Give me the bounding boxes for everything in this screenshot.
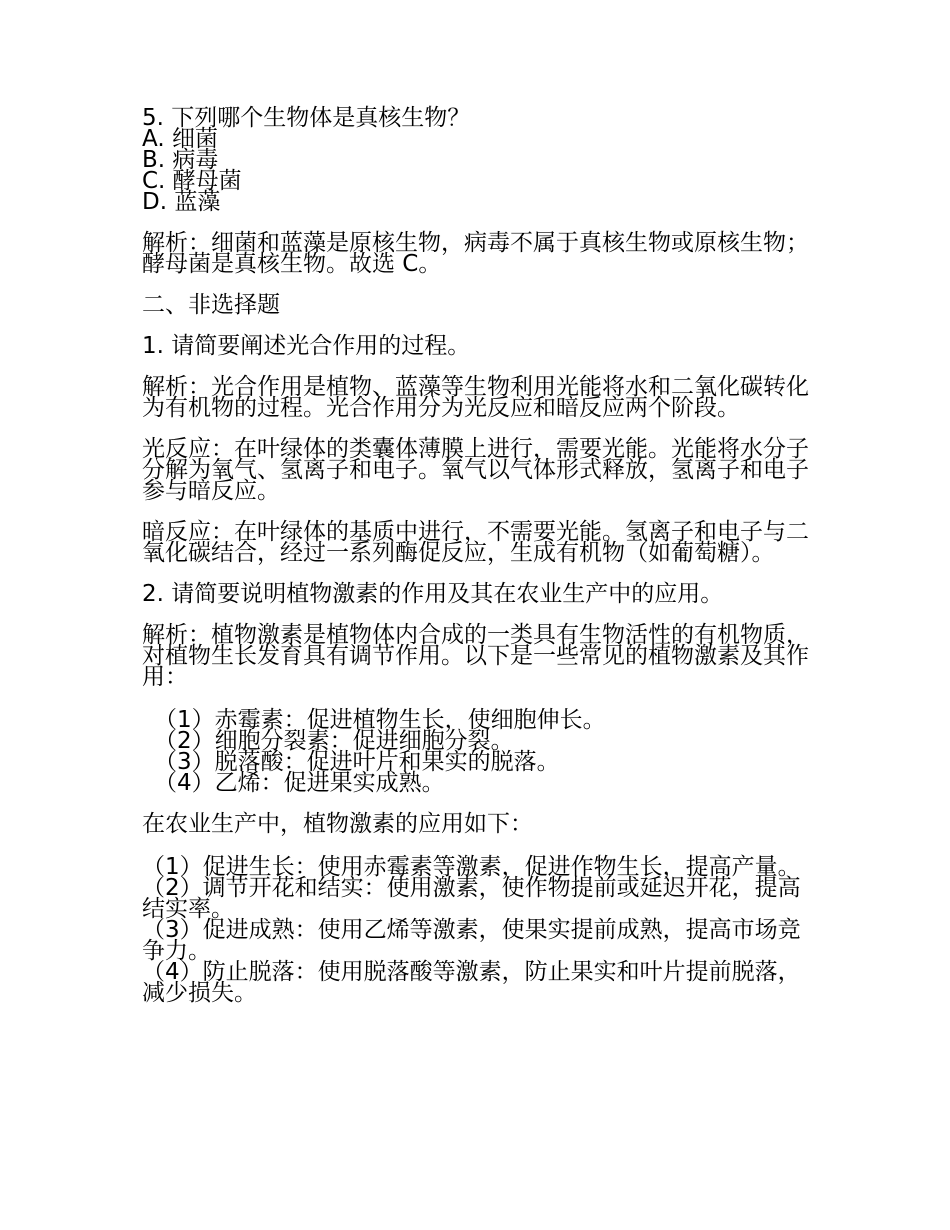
option-a: A. 细菌 [142, 126, 218, 152]
question-1-stem: 1. 请简要阐述光合作用的过程。 [142, 333, 471, 359]
application-item: （1）促进生长：使用赤霉素等激素，促进作物生长，提高产量。 [142, 854, 801, 880]
question-1-analysis: 解析：光合作用是植物、蓝藻等生物利用光能将水和二氧化碳转化为有机物的过程。光合作用分为光反应和暗反应两个阶段。 [142, 374, 809, 421]
hormone-item: （2）细胞分裂素：促进细胞分裂。 [154, 728, 514, 754]
document-body [142, 105, 814, 1006]
hormone-item: （4）乙烯：促进果实成熟。 [154, 770, 445, 796]
question-5-stem: 5. 下列哪个生物体是真核生物？ [142, 105, 471, 131]
dark-reaction-paragraph: 暗反应：在叶绿体的基质中进行，不需要光能。氢离子和电子与二氧化碳结合，经过一系列酶促反应，生成有机物（如葡萄糖）。 [142, 519, 809, 566]
question-5-analysis: 解析：细菌和蓝藻是原核生物，病毒不属于真核生物或原核生物；酵母菌是真核生物。故选 C。 [142, 230, 809, 277]
question-2-analysis: 解析：植物激素是植物体内合成的一类具有生物活性的有机物质，对植物生长发育具有调节作用。以下是一些常见的植物激素及其作用： [142, 622, 809, 690]
option-c: C. 酵母菌 [142, 168, 242, 194]
application-intro: 在农业生产中，植物激素的应用如下： [142, 811, 533, 837]
application-item: （3）促进成熟：使用乙烯等激素，使果实提前成熟，提高市场竞争力。 [142, 917, 801, 964]
option-d: D. 蓝藻 [142, 189, 221, 215]
hormone-item: （1）赤霉素：促进植物生长，使细胞伸长。 [154, 707, 606, 733]
option-b: B. 病毒 [142, 147, 219, 173]
application-item: （2）调节开花和结实：使用激素，使作物提前或延迟开花，提高结实率。 [142, 875, 801, 922]
light-reaction-paragraph: 光反应：在叶绿体的类囊体薄膜上进行，需要光能。光能将水分子分解为氧气、氢离子和电子。氧气以气体形式释放，氢离子和电子参与暗反应。 [142, 436, 809, 504]
application-item: （4）防止脱落：使用脱落酸等激素，防止果实和叶片提前脱落，减少损失。 [142, 959, 801, 1006]
hormone-item: （3）脱落酸：促进叶片和果实的脱落。 [154, 749, 560, 775]
section-title: 二、非选择题 [142, 292, 280, 318]
question-2-stem: 2. 请简要说明植物激素的作用及其在农业生产中的应用。 [142, 581, 724, 607]
